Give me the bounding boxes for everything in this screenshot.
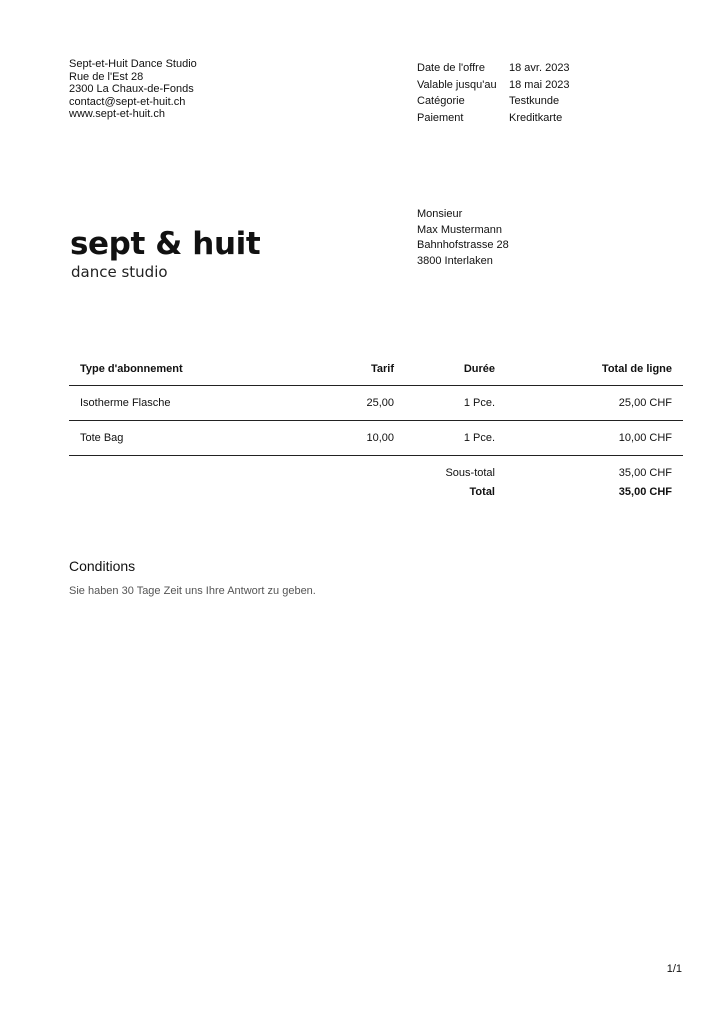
item-rate: 10,00 bbox=[366, 432, 394, 444]
subtotal-value: 35,00 CHF bbox=[618, 467, 672, 479]
conditions-section bbox=[69, 558, 316, 598]
total-value: 35,00 CHF bbox=[618, 486, 672, 498]
meta-value: 18 mai 2023 bbox=[509, 78, 570, 91]
meta-value: Kreditkarte bbox=[509, 111, 563, 124]
item-quantity: 1 Pce. bbox=[463, 432, 495, 444]
meta-row-category bbox=[417, 93, 570, 110]
total-row bbox=[69, 482, 683, 510]
meta-value: 18 avr. 2023 bbox=[509, 62, 570, 74]
item-quantity: 1 Pce. bbox=[463, 397, 495, 409]
item-line-total: 25,00 CHF bbox=[618, 397, 672, 409]
studio-logo bbox=[70, 224, 260, 281]
sender-address bbox=[69, 58, 197, 121]
sender-line: Sept-et-Huit Dance Studio bbox=[69, 58, 197, 70]
logo-wordmark: sept & huit bbox=[70, 226, 261, 262]
meta-label: Paiement bbox=[417, 111, 464, 124]
items-table bbox=[69, 352, 683, 510]
recipient-street: Bahnhofstrasse 28 bbox=[417, 239, 509, 251]
item-name: Isotherme Flasche bbox=[80, 397, 171, 409]
meta-row-payment bbox=[417, 110, 570, 127]
meta-row-valid-until bbox=[417, 77, 570, 94]
item-name: Tote Bag bbox=[80, 432, 124, 444]
logo-tagline: dance studio bbox=[71, 263, 168, 281]
table-row bbox=[69, 421, 683, 456]
meta-row-date bbox=[417, 60, 570, 77]
conditions-text: Sie haben 30 Tage Zeit uns Ihre Antwort zu geben. bbox=[69, 585, 316, 597]
item-line-total: 10,00 CHF bbox=[618, 432, 672, 444]
header-rate: Tarif bbox=[370, 363, 394, 375]
offer-meta bbox=[417, 60, 570, 126]
meta-label: Catégorie bbox=[417, 95, 465, 107]
table-row bbox=[69, 386, 683, 421]
sender-email: contact@sept-et-huit.ch bbox=[69, 95, 186, 108]
meta-label: Date de l'offre bbox=[417, 62, 485, 74]
sender-website: www.sept-et-huit.ch bbox=[69, 108, 165, 121]
total-label: Total bbox=[469, 486, 495, 498]
header-duration: Durée bbox=[463, 363, 495, 375]
sender-line: 2300 La Chaux-de-Fonds bbox=[69, 83, 194, 96]
table-header bbox=[69, 352, 683, 386]
header-type: Type d'abonnement bbox=[80, 363, 183, 375]
recipient-city: 3800 Interlaken bbox=[417, 254, 493, 267]
subtotal-row bbox=[69, 456, 683, 482]
recipient-salutation: Monsieur bbox=[417, 208, 463, 220]
recipient-address bbox=[417, 207, 509, 269]
meta-label: Valable jusqu'au bbox=[417, 78, 497, 91]
sender-line: Rue de l'Est 28 bbox=[69, 70, 144, 83]
item-rate: 25,00 bbox=[366, 397, 394, 409]
conditions-title: Conditions bbox=[69, 558, 136, 574]
recipient-name: Max Mustermann bbox=[417, 223, 502, 236]
meta-value: Testkunde bbox=[509, 95, 560, 107]
header-line-total: Total de ligne bbox=[601, 363, 672, 375]
subtotal-label: Sous-total bbox=[445, 467, 495, 479]
page-number: 1/1 bbox=[666, 963, 682, 975]
